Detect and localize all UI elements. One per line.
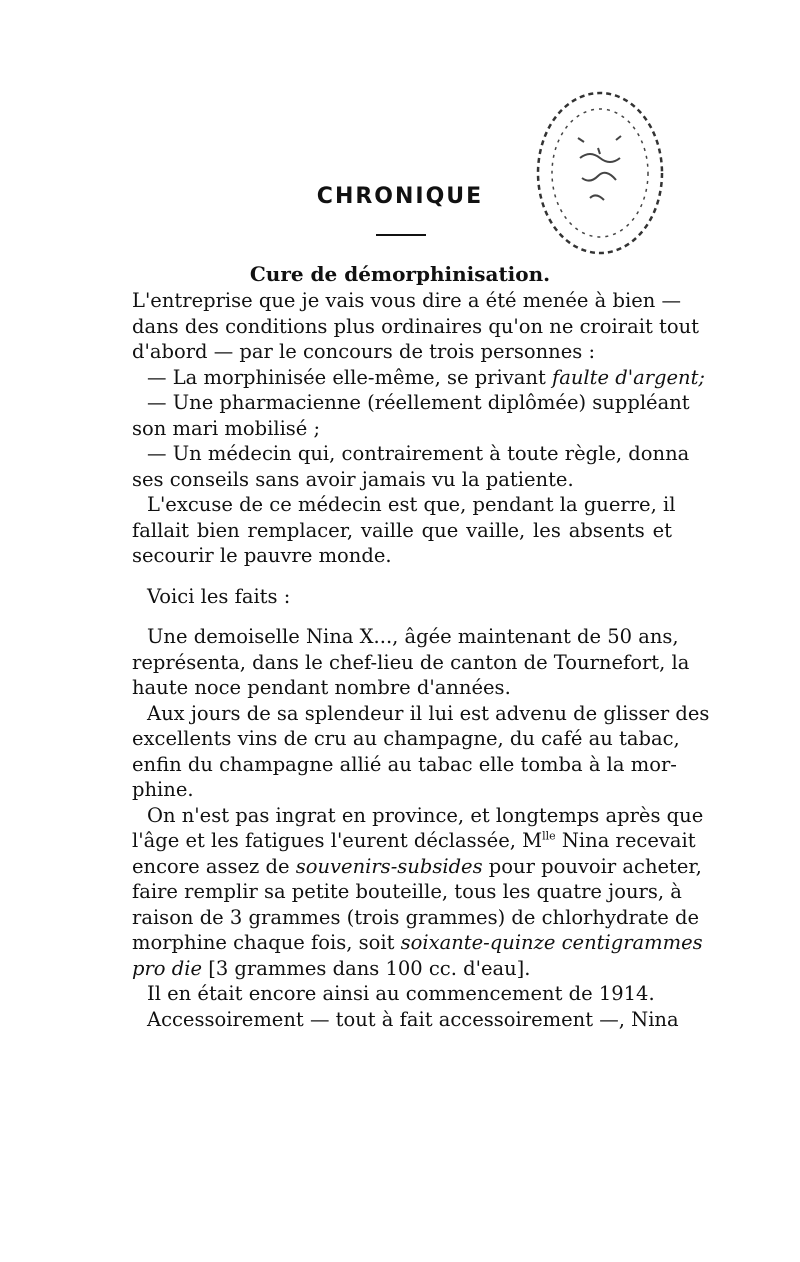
text-line: ses conseils sans avoir jamais vu la patiente. — [132, 467, 574, 491]
text-line: pro die [3 grammes dans 100 cc. d'eau]. — [132, 956, 531, 980]
paragraph — [132, 390, 690, 441]
paragraph — [132, 803, 704, 982]
text-line: Voici les faits : — [147, 584, 291, 608]
text-line: L'entreprise que je vais vous dire a été menée à bien — — [132, 289, 681, 312]
text-line: faire remplir sa petite bouteille, tous les quatre jours, à — [132, 880, 682, 903]
text-line: l'âge et les fatigues l'eurent déclassée, $M^{lle}$ Nina recevait — [132, 829, 696, 852]
paragraph — [132, 981, 672, 1007]
paragraph — [132, 584, 672, 610]
text-line: — Une pharmacienne (réellement diplômée) suppléant — [147, 391, 690, 414]
text-line: Accessoirement — tout à fait accessoirement —, Nina — [147, 1007, 679, 1031]
text-line: enfin du champagne allié au tabac elle tomba à la mor- — [132, 752, 677, 776]
paragraph — [132, 1007, 679, 1033]
paragraph — [132, 365, 706, 391]
text-line: excellents vins de cru au champagne, du café au tabac, — [132, 727, 680, 750]
text-line: d'abord — par le concours de trois personnes : — [132, 340, 596, 363]
text-line: — La morphinisée elle-même, se privant faulte d'argent; — [147, 365, 706, 389]
text-line: fallait bien remplacer, vaille que vaille, les absents et — [132, 518, 672, 542]
article-subtitle: Cure de démorphinisation. — [249, 262, 551, 286]
text-line: L'excuse de ce médecin est que, pendant la guerre, il — [147, 493, 676, 516]
text-line: Il en était encore ainsi au commencement de 1914. — [147, 982, 655, 1005]
body-text — [132, 288, 710, 1032]
text-line: On n'est pas ingrat en province, et longtemps après que — [147, 803, 704, 827]
text-line: — Un médecin qui, contrairement à toute règle, donna — [147, 442, 690, 465]
text-line: représenta, dans le chef-lieu de canton de Tournefort, la — [132, 650, 690, 674]
section-heading: CHRONIQUE — [316, 184, 484, 209]
text-line: secourir le pauvre monde. — [132, 544, 392, 567]
text-line: Une demoiselle Nina X..., âgée maintenant de 50 ans, — [147, 625, 679, 648]
library-stamp-icon — [520, 78, 680, 268]
paragraph — [132, 624, 690, 701]
text-line: morphine chaque fois, soit soixante-quinze centigrammes — [132, 931, 703, 954]
text-line: haute noce pendant nombre d'années. — [132, 676, 511, 699]
text-line: phine. — [132, 778, 194, 801]
text-line: encore assez de souvenirs-subsides pour pouvoir acheter, — [132, 854, 702, 878]
paragraph — [132, 288, 699, 365]
paragraph — [132, 492, 676, 569]
text-line: Aux jours de sa splendeur il lui est advenu de glisser des — [147, 701, 710, 725]
paragraph — [132, 701, 710, 803]
heading-rule — [376, 234, 426, 236]
text-line: son mari mobilisé ; — [132, 416, 321, 440]
text-line: dans des conditions plus ordinaires qu'on ne croirait tout — [132, 314, 699, 338]
text-line: raison de 3 grammes (trois grammes) de chlorhydrate de — [132, 905, 699, 929]
paragraph — [132, 441, 690, 492]
